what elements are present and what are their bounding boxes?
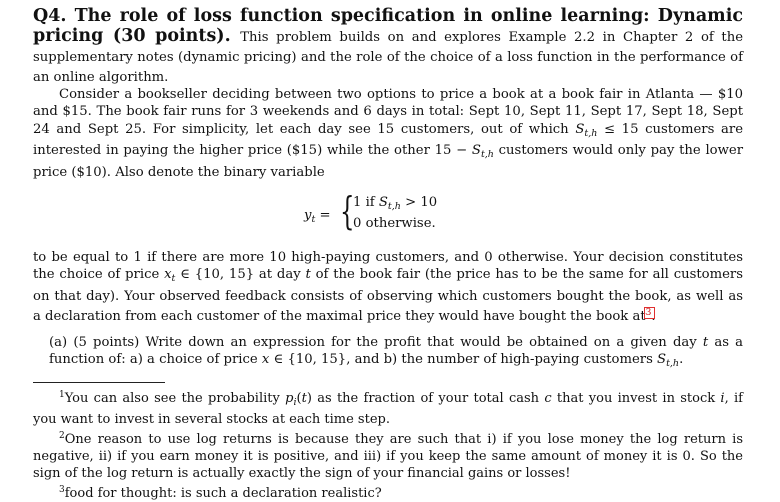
subquestion-a: (a) (5 points) Write down an expression for the profit that would be obtained on a given day t as a function of: a) a choice of price x ∈ {10, 15}, and b) the number of high-paying customers $S_{t,h}$. [49,334,743,370]
piecewise-equation [33,189,743,243]
decision-paragraph: to be equal to 1 if there are more 10 high-paying customers, and 0 otherwise. Your decision constitutes the choice of price $x_t$ ∈ {10, 15} at day t of the book fair (the price has to be the same for all customers on that day). Your observed feedback consists of observing which customers bought the book, as well as a declaration from each customer of the maximal price they would have bought the book at$^3$. [33,250,743,325]
context-paragraph: Consider a bookseller deciding between two options to price a book at a book fair in Atlanta — $10 and $15. The book fair runs for 3 weekends and 6 days in total: Sept 10, Sept 11, Sept 17, Sept 18, Sept 24 and Sept 25. For simplicity, let each day see 15 customers, out of which $S_{t,h} \le 15$ customers are interested in paying the higher price ($15) while the other $15 - S_{t,h}$ customers would only pay the lower price ($10). Also denote the binary variable [33,87,743,180]
footnote-2: $^2$One reason to use log returns is because they are such that i) if you lose money the log return is negative, ii) if you earn money it is positive, and iii) if you keep the same amount of money it is 0. So the sign of the log return is actually exactly the sign of your financial gains or losses! [33,431,743,482]
question-points: (30 points). [112,26,231,46]
question-intro: This problem builds on and explores Example 2.2 in Chapter 2 of the supplementary notes (dynamic pricing) and the role of the choice of a loss function in the performance of an online algorithm. [33,30,743,85]
brace-glyph: { [340,189,355,234]
footnote-rule [33,382,165,383]
question-heading [33,6,743,86]
subquestion-a-label: (a) [49,334,68,350]
footnote-1: $^1$You can also see the probability $p_i(t)$ as the fraction of your total cash c that you invest in stock i, if you want to invest in several stocks at each time step. [33,390,743,428]
footnote-link-3[interactable]: 3 [645,308,652,319]
document-page [33,6,743,502]
question-label: Q4. [33,6,67,26]
equation-case-1: 1 if $S_{t,h} > 10$ [353,195,438,213]
equation-case-2: 0 otherwise. [353,216,436,232]
equation-lhs: $y_t$ = [304,208,331,226]
footnote-3: $^3$food for thought: is such a declaration realistic? [59,485,382,502]
question-title: The role of loss function specification in online learning: Dynamic pricing [33,6,744,46]
